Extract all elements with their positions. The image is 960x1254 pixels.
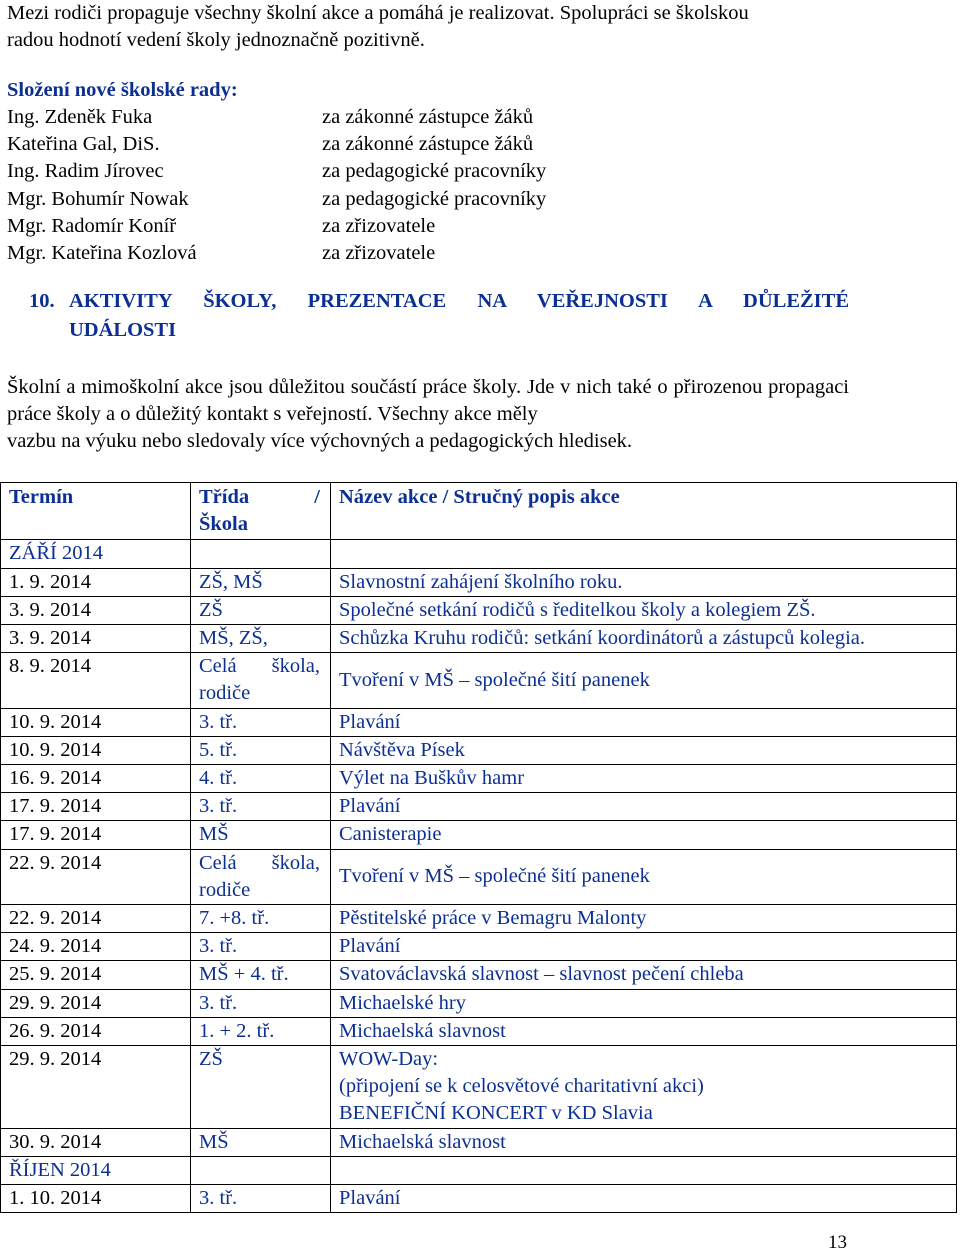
cell-event: Michaelské hry — [331, 989, 957, 1017]
class-part: škola, — [271, 851, 320, 874]
table-cell — [331, 540, 957, 568]
cell-event: Tvoření v MŠ – společné šití panenek — [331, 653, 957, 708]
cell-class: 7. +8. tř. — [191, 905, 331, 933]
cell-date: 22. 9. 2014 — [1, 849, 191, 904]
cell-date: 3. 9. 2014 — [1, 596, 191, 624]
cell-event: Svatováclavská slavnost – slavnost pečení chleba — [331, 961, 957, 989]
table-row — [1, 653, 957, 708]
board-member-row — [7, 158, 622, 185]
cell-event: Plavání — [331, 793, 957, 821]
event-line: (připojení se k celosvětové charitativní akci) — [339, 1075, 704, 1098]
member-name: Ing. Zdeněk Fuka — [7, 106, 153, 128]
table-row — [1, 1128, 957, 1156]
member-name: Mgr. Kateřina Kozlová — [7, 241, 197, 264]
cell-event — [331, 1046, 957, 1129]
cell-date: 1. 10. 2014 — [1, 1185, 191, 1213]
cell-class: 3. tř. — [191, 989, 331, 1017]
cell-class — [191, 849, 331, 904]
intro-line: radou hodnotí vedení školy jednoznačně pozitivně. — [7, 29, 425, 51]
board-members-list — [7, 104, 622, 267]
cell-class: 5. tř. — [191, 736, 331, 764]
cell-class: ZŠ — [191, 596, 331, 624]
cell-class: ZŠ, MŠ — [191, 568, 331, 596]
cell-event: Tvoření v MŠ – společné šití panenek — [331, 849, 957, 904]
cell-event: Výlet na Buškův hamr — [331, 765, 957, 793]
member-role: za zákonné zástupce žáků — [322, 106, 534, 128]
cell-date: 1. 9. 2014 — [1, 568, 191, 596]
month-label: ŘÍJEN 2014 — [1, 1156, 191, 1184]
table-row — [1, 793, 957, 821]
cell-class: ZŠ — [191, 1046, 331, 1129]
member-role: za pedagogické pracovníky — [322, 160, 547, 183]
intro-line: Mezi rodiči propaguje všechny školní akce a pomáhá je realizovat. Spolupráci se školskou — [7, 2, 749, 24]
table-row — [1, 905, 957, 933]
cell-date: 26. 9. 2014 — [1, 1017, 191, 1045]
cell-date: 10. 9. 2014 — [1, 708, 191, 736]
cell-date: 3. 9. 2014 — [1, 625, 191, 653]
cell-date: 29. 9. 2014 — [1, 1046, 191, 1129]
header-class-slash: / — [314, 486, 320, 508]
events-table — [0, 482, 957, 1213]
table-row — [1, 1046, 957, 1129]
table-row — [1, 933, 957, 961]
cell-date: 16. 9. 2014 — [1, 765, 191, 793]
cell-event: Společné setkání rodičů s ředitelkou školy a kolegiem ZŠ. — [331, 596, 957, 624]
member-role: za zřizovatele — [322, 214, 436, 237]
table-row — [1, 989, 957, 1017]
cell-event: Canisterapie — [331, 821, 957, 849]
cell-event: Slavnostní zahájení školního roku. — [331, 568, 957, 596]
cell-class: MŠ — [191, 1128, 331, 1156]
cell-event: Návštěva Písek — [331, 736, 957, 764]
member-role: za pedagogické pracovníky — [322, 187, 547, 210]
cell-event: Plavání — [331, 933, 957, 961]
cell-event: Plavání — [331, 1185, 957, 1213]
table-cell — [331, 1156, 957, 1184]
board-member-row — [7, 213, 622, 240]
board-member-row — [7, 104, 622, 131]
cell-date: 8. 9. 2014 — [1, 653, 191, 708]
table-cell — [191, 540, 331, 568]
cell-date: 17. 9. 2014 — [1, 821, 191, 849]
board-member-row — [7, 240, 622, 267]
table-row — [1, 736, 957, 764]
section-title-line: AKTIVITY ŠKOLY, PREZENTACE NA VEŘEJNOSTI A DŮLEŽITÉ — [69, 290, 849, 312]
table-cell — [191, 1156, 331, 1184]
member-role: za zřizovatele — [322, 241, 436, 264]
class-part: Celá — [199, 655, 237, 678]
class-part: rodiče — [199, 878, 251, 901]
cell-date: 24. 9. 2014 — [1, 933, 191, 961]
month-row — [1, 540, 957, 568]
header-school-label: Škola — [199, 513, 248, 536]
cell-event: Michaelská slavnost — [331, 1017, 957, 1045]
member-name: Mgr. Bohumír Nowak — [7, 187, 189, 210]
class-part: rodiče — [199, 682, 251, 705]
cell-date: 22. 9. 2014 — [1, 905, 191, 933]
month-row — [1, 1156, 957, 1184]
table-row — [1, 1017, 957, 1045]
class-part: Celá — [199, 851, 237, 874]
table-row — [1, 849, 957, 904]
header-class-label: Třída — [199, 486, 250, 508]
header-date: Termín — [1, 483, 191, 540]
cell-class: MŠ — [191, 821, 331, 849]
header-class — [191, 483, 331, 540]
cell-date: 30. 9. 2014 — [1, 1128, 191, 1156]
event-line: WOW-Day: — [339, 1048, 439, 1071]
section-title-line: UDÁLOSTI — [69, 319, 177, 341]
board-member-row — [7, 131, 622, 158]
intro-paragraph — [7, 0, 852, 54]
cell-event: Schůzka Kruhu rodičů: setkání koordinátorů a zástupců kolegia. — [331, 625, 957, 653]
cell-date: 25. 9. 2014 — [1, 961, 191, 989]
table-row — [1, 596, 957, 624]
class-part: škola, — [271, 655, 320, 678]
cell-class: 1. + 2. tř. — [191, 1017, 331, 1045]
cell-class: MŠ, ZŠ, — [191, 625, 331, 653]
cell-date: 29. 9. 2014 — [1, 989, 191, 1017]
board-member-row — [7, 186, 622, 213]
table-row — [1, 568, 957, 596]
table-row — [1, 625, 957, 653]
page-number: 13 — [828, 1232, 847, 1253]
cell-event: Michaelská slavnost — [331, 1128, 957, 1156]
cell-class: 3. tř. — [191, 793, 331, 821]
paragraph-text: Školní a mimoškolní akce jsou důležitou součástí práce školy. Jde v nich také o přirozenou propagaci práce školy a o důležitý kontakt s veřejností. Všechny akce měly — [7, 376, 849, 425]
member-name: Ing. Radim Jírovec — [7, 160, 164, 183]
table-row — [1, 961, 957, 989]
cell-class: 3. tř. — [191, 933, 331, 961]
paragraph-text: vazbu na výuku nebo sledovaly více výchovných a pedagogických hledisek. — [7, 430, 633, 452]
section-heading — [29, 287, 849, 345]
cell-event: Pěstitelské práce v Bemagru Malonty — [331, 905, 957, 933]
member-name: Mgr. Radomír Koníř — [7, 214, 177, 237]
board-title: Složení nové školské rady: — [7, 79, 238, 101]
header-event: Název akce / Stručný popis akce — [331, 483, 957, 540]
section-paragraph — [7, 374, 849, 455]
cell-class — [191, 653, 331, 708]
cell-class: 4. tř. — [191, 765, 331, 793]
member-name: Kateřina Gal, DiS. — [7, 133, 160, 156]
cell-class: 3. tř. — [191, 708, 331, 736]
cell-date: 10. 9. 2014 — [1, 736, 191, 764]
cell-class: MŠ + 4. tř. — [191, 961, 331, 989]
section-number: 10. — [29, 290, 55, 312]
table-row — [1, 765, 957, 793]
month-label: ZÁŘÍ 2014 — [1, 540, 191, 568]
cell-event: Plavání — [331, 708, 957, 736]
event-line: BENEFIČNÍ KONCERT v KD Slavia — [339, 1102, 653, 1125]
table-row — [1, 708, 957, 736]
cell-class: 3. tř. — [191, 1185, 331, 1213]
cell-date: 17. 9. 2014 — [1, 793, 191, 821]
member-role: za zákonné zástupce žáků — [322, 133, 534, 156]
table-row — [1, 1185, 957, 1213]
table-header-row — [1, 483, 957, 540]
table-row — [1, 821, 957, 849]
